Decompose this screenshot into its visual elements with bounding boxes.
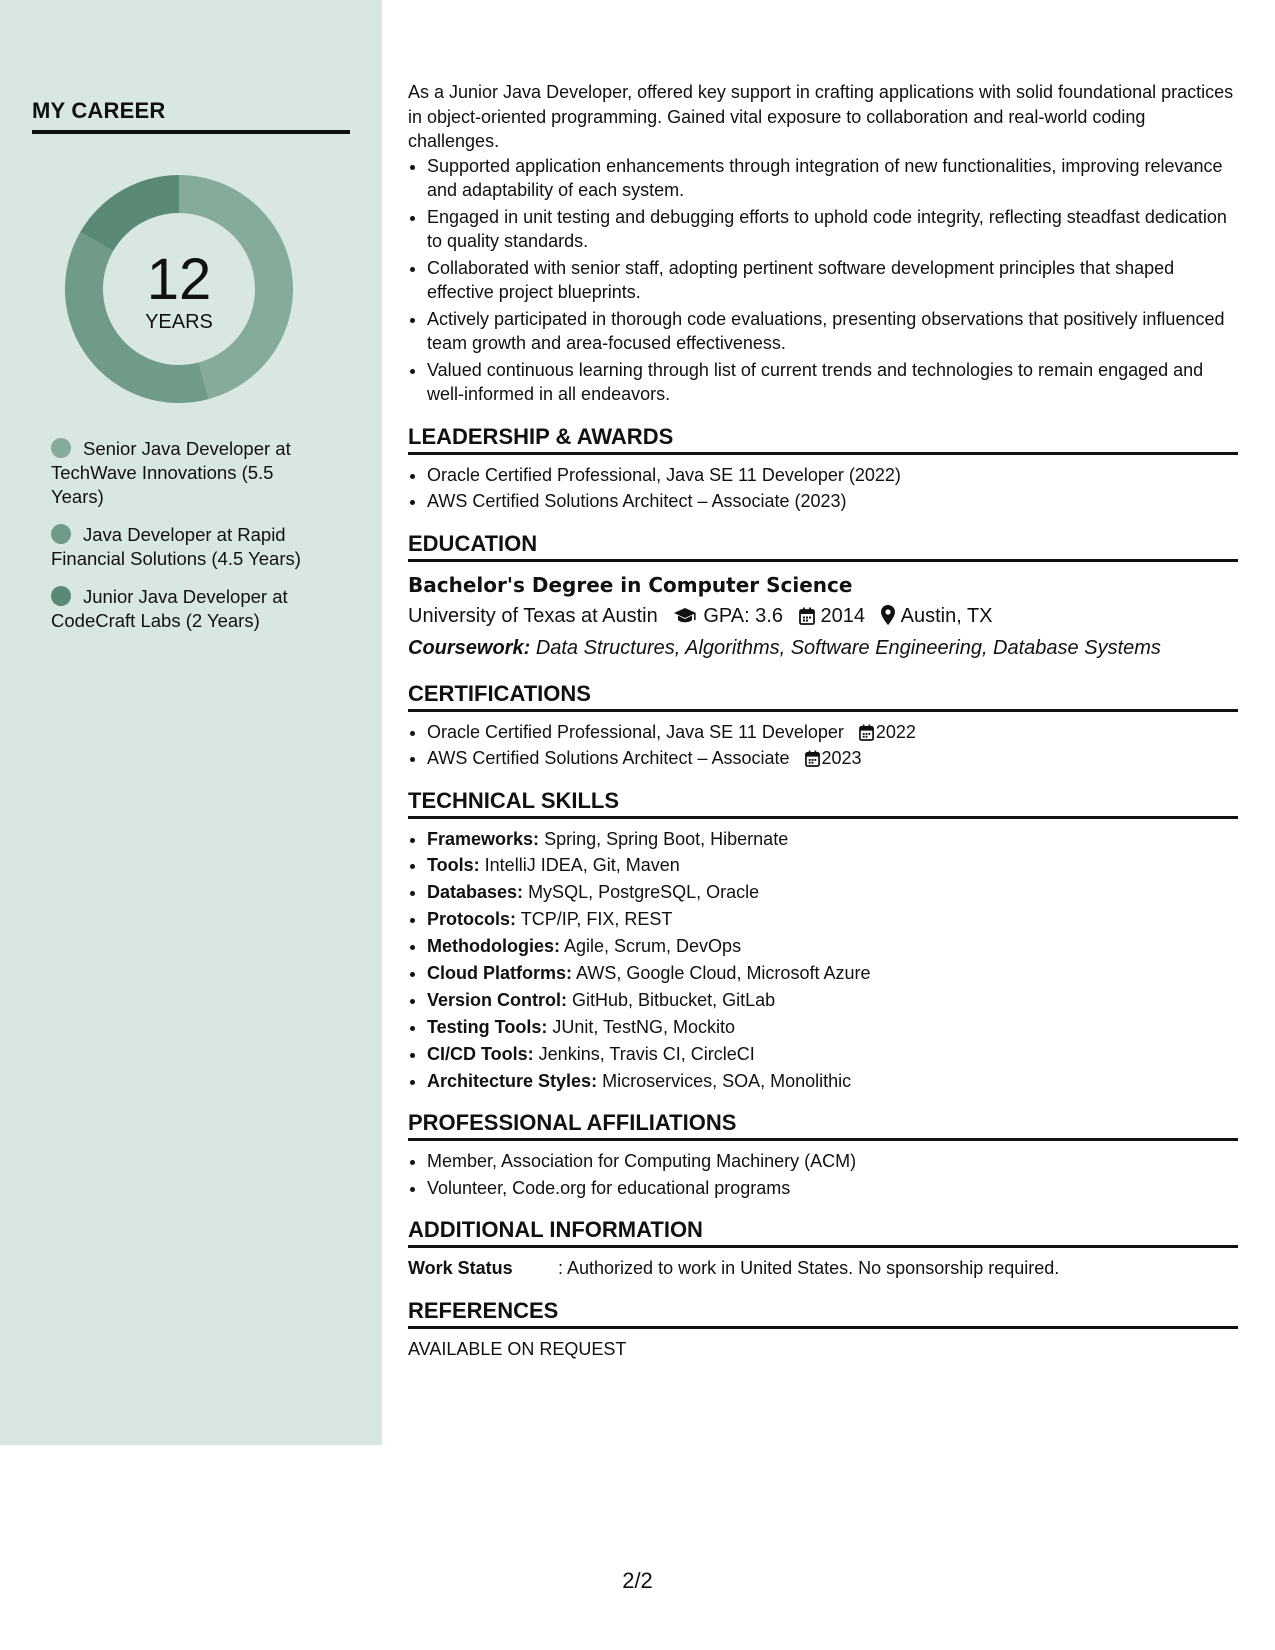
list-item (427, 880, 1238, 905)
legend-item (51, 585, 321, 633)
legend-label: Junior Java Developer at CodeCraft Labs (2 Years) (51, 586, 288, 631)
list-item: • Collaborated with senior staff, adopting pertinent software development principles that shaped effective project blueprints. (427, 256, 1238, 305)
resume-main (408, 80, 1238, 1361)
certification-name: Oracle Certified Professional, Java SE 11 Developer (427, 721, 844, 742)
coursework-text: Data Structures, Algorithms, Software Engineering, Database Systems (535, 636, 1161, 659)
affiliations-heading: PROFESSIONAL AFFILIATIONS (408, 1109, 1238, 1141)
skill-label: Methodologies: (427, 936, 560, 957)
skill-label: Frameworks: (427, 828, 540, 849)
legend-label: Java Developer at Rapid Financial Solutions (4.5 Years) (51, 524, 301, 569)
calendar-icon (859, 724, 874, 741)
skill-value: TCP/IP, FIX, REST (520, 909, 673, 930)
list-item: • Engaged in unit testing and debugging efforts to uphold code integrity, reflecting steadfast dedication to quality standards. (427, 205, 1238, 254)
list-item (427, 1042, 1238, 1067)
list-item (427, 1015, 1238, 1040)
work-status-label: Work Status (408, 1258, 513, 1279)
skill-value: MySQL, PostgreSQL, Oracle (528, 882, 760, 903)
career-sidebar (0, 0, 382, 1445)
list-item (427, 746, 1238, 771)
skill-value: GitHub, Bitbucket, GitLab (572, 989, 776, 1010)
list-item (427, 853, 1238, 878)
skill-label: Version Control: (427, 989, 568, 1010)
skill-value: Agile, Scrum, DevOps (564, 936, 742, 957)
skill-value: IntelliJ IDEA, Git, Maven (484, 855, 680, 876)
legend-item (51, 523, 321, 571)
legend-label: Senior Java Developer at TechWave Innovations (5.5 Years) (51, 438, 291, 507)
additional-heading: ADDITIONAL INFORMATION (408, 1216, 1238, 1248)
coursework-label: Coursework: (408, 636, 531, 659)
list-item: • Member, Association for Computing Machinery (ACM) (427, 1149, 1238, 1174)
legend-item (51, 437, 321, 509)
list-item: • Oracle Certified Professional, Java SE 11 Developer (2022) (427, 463, 1238, 488)
skill-label: Cloud Platforms: (427, 962, 573, 983)
education-details (408, 600, 1238, 632)
skill-value: AWS, Google Cloud, Microsoft Azure (576, 962, 871, 983)
list-item (427, 934, 1238, 959)
list-item (427, 907, 1238, 932)
list-item (427, 988, 1238, 1013)
certification-year: 2023 (821, 748, 862, 768)
certification-year: 2022 (875, 721, 916, 742)
experience-bullets (408, 154, 1238, 407)
list-item (427, 1069, 1238, 1094)
education-coursework (408, 632, 1238, 664)
skill-label: Databases: (427, 882, 524, 903)
education-location: Austin, TX (900, 604, 993, 627)
references-heading: REFERENCES (408, 1297, 1238, 1329)
career-title: MY CAREER (32, 98, 350, 134)
career-legend (51, 437, 321, 647)
certification-name: AWS Certified Solutions Architect – Associate (427, 748, 790, 768)
certifications-heading: CERTIFICATIONS (408, 680, 1238, 712)
skill-label: CI/CD Tools: (427, 1043, 534, 1064)
experience-summary: As a Junior Java Developer, offered key support in crafting applications with solid foundational practices in object-oriented programming. Gained vital exposure to collaboration and real-world coding challenges. (408, 82, 1234, 151)
leadership-heading: LEADERSHIP & AWARDS (408, 423, 1238, 455)
skill-label: Architecture Styles: (427, 1070, 598, 1091)
skill-value: Jenkins, Travis CI, CircleCI (538, 1043, 755, 1064)
legend-dot-icon (51, 438, 71, 458)
skill-value: Microservices, SOA, Monolithic (602, 1070, 852, 1091)
list-item: • Valued continuous learning through list of current trends and technologies to remain engaged and well-informed in all endeavors. (427, 358, 1238, 407)
work-status-row (408, 1256, 1238, 1281)
list-item: • AWS Certified Solutions Architect – Associate (2023) (427, 489, 1238, 514)
education-gpa: GPA: 3.6 (703, 604, 783, 627)
education-degree: Bachelor's Degree in Computer Science (408, 572, 853, 597)
calendar-icon (799, 607, 815, 625)
affiliations-list (408, 1149, 1238, 1200)
work-status-value: : Authorized to work in United States. No sponsorship required. (558, 1258, 1060, 1279)
list-item: • Actively participated in thorough code evaluations, presenting observations that positively influenced team growth and area-focused effectiveness. (427, 307, 1238, 356)
list-item: • Supported application enhancements through integration of new functionalities, improving relevance and adaptability of each system. (427, 154, 1238, 203)
page-number: 2/2 (622, 1568, 653, 1593)
education-heading: EDUCATION (408, 530, 1238, 562)
graduation-cap-icon (673, 607, 697, 625)
list-item (427, 720, 1238, 745)
calendar-icon (805, 750, 820, 767)
leadership-list (408, 463, 1238, 514)
list-item (427, 961, 1238, 986)
skills-heading: TECHNICAL SKILLS (408, 787, 1238, 819)
list-item (427, 827, 1238, 852)
skill-label: Protocols: (427, 909, 517, 930)
education-year: 2014 (820, 604, 866, 627)
donut-slice (80, 175, 179, 251)
references-text: AVAILABLE ON REQUEST (408, 1338, 627, 1359)
location-pin-icon (881, 605, 895, 625)
education-school: University of Texas at Austin (408, 604, 658, 627)
skill-value: JUnit, TestNG, Mockito (552, 1016, 736, 1037)
certifications-list (408, 720, 1238, 771)
skill-label: Testing Tools: (427, 1016, 548, 1037)
skill-label: Tools: (427, 855, 480, 876)
legend-dot-icon (51, 524, 71, 544)
career-total-years: 12 (146, 247, 212, 312)
list-item: • Volunteer, Code.org for educational programs (427, 1176, 1238, 1201)
skills-list (408, 827, 1238, 1094)
career-years-unit: YEARS (145, 311, 213, 333)
skill-value: Spring, Spring Boot, Hibernate (544, 828, 789, 849)
legend-dot-icon (51, 586, 71, 606)
